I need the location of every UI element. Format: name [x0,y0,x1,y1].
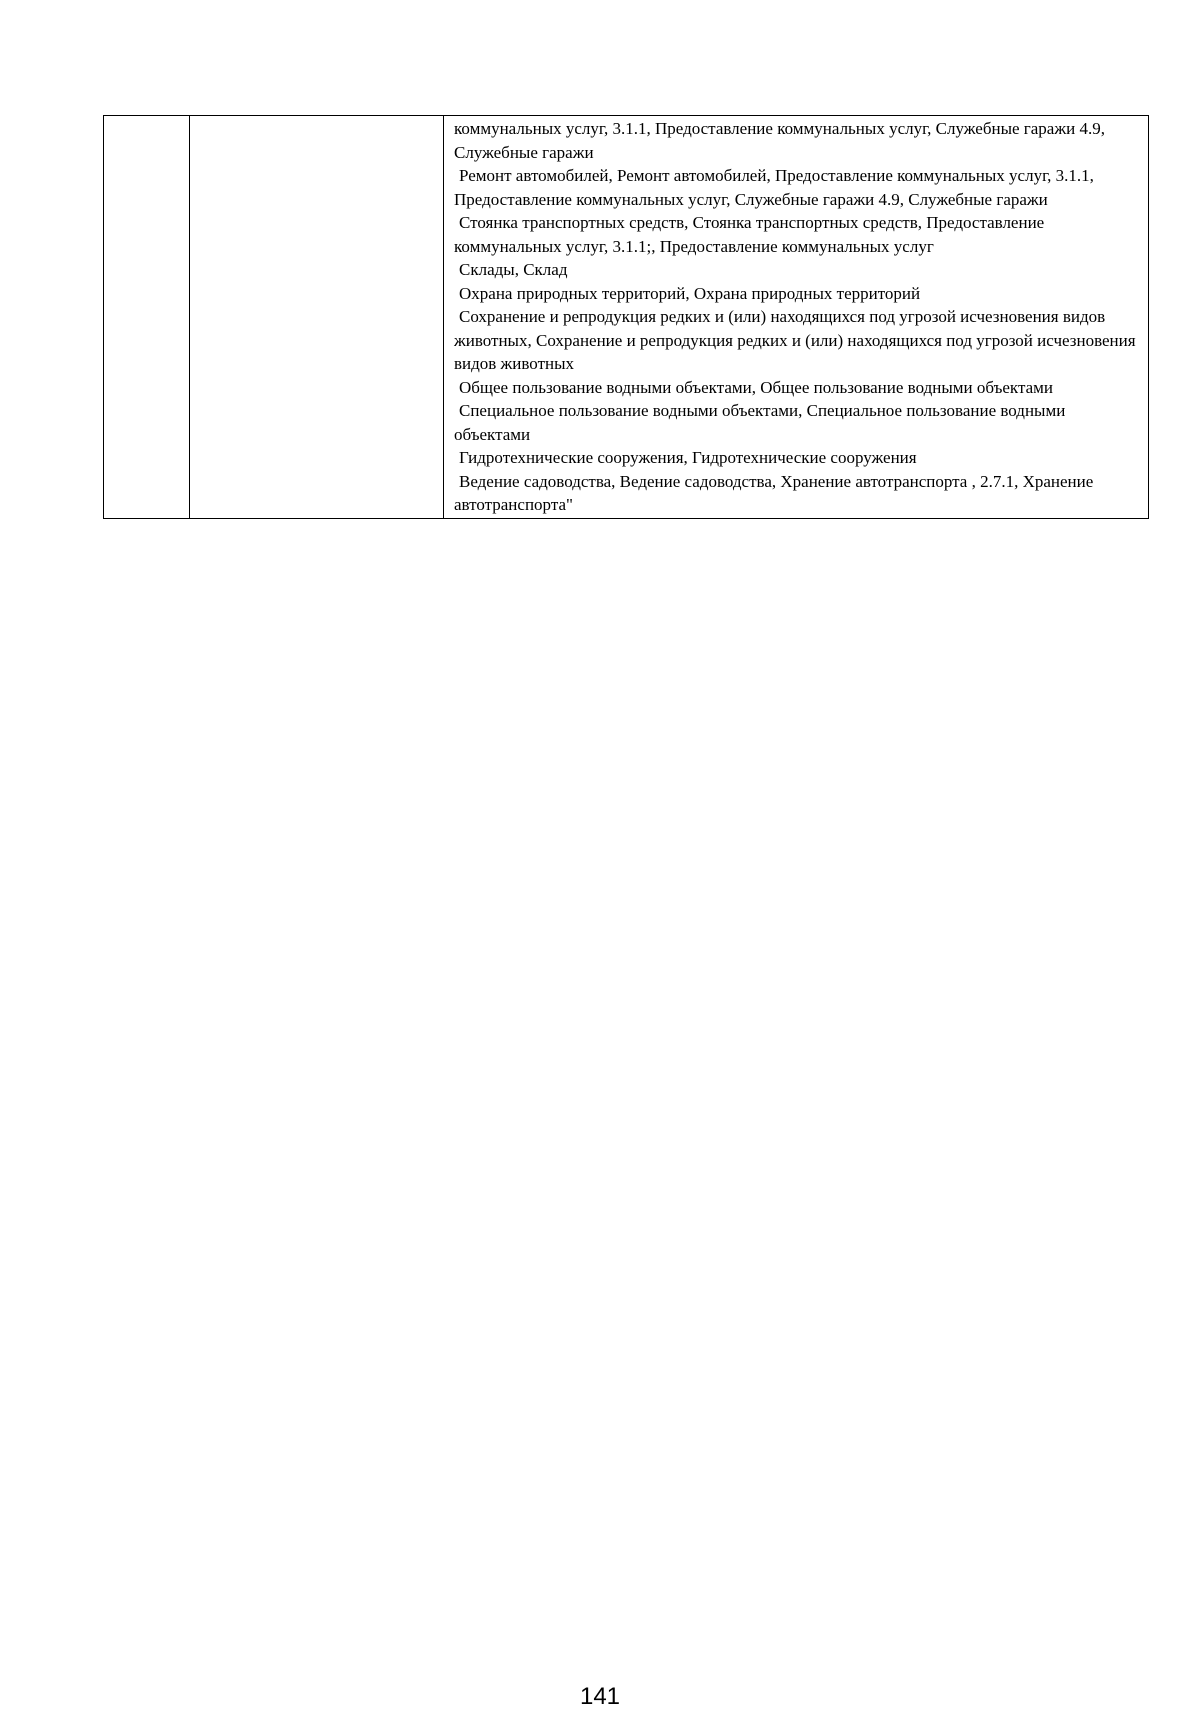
paragraph: Склады, Склад [459,260,568,279]
page-number: 141 [579,1683,621,1710]
paragraph: Ремонт автомобилей, Ремонт автомобилей, Предоставление коммунальных услуг, 3.1.1, Предоставление коммунальных услуг, Служебные гаражи 4.9, Служебные гаражи [454,166,1094,209]
table-cell-col2 [190,116,444,519]
table-row [104,116,1149,519]
paragraph: Ведение садоводства, Ведение садоводства, Хранение автотранспорта , 2.7.1, Хранение автотранспорта" [454,471,1094,514]
paragraph: Гидротехнические сооружения, Гидротехнические сооружения [459,448,917,467]
cell-text-col2 [190,116,443,118]
paragraph: Специальное пользование водными объектами, Специальное пользование водными объектами [454,401,1066,444]
document-table [103,115,1149,519]
table-cell-col3 [444,116,1149,519]
paragraph: коммунальных услуг, 3.1.1, Предоставление коммунальных услуг, Служебные гаражи 4.9, Служебные гаражи [454,119,1105,162]
paragraph: Сохранение и репродукция редких и (или) находящихся под угрозой исчезновения видов животных, Сохранение и репродукция редких и (или) находящихся под угрозой исчезновения видов животных [454,307,1136,373]
paragraph: Общее пользование водными объектами, Общее пользование водными объектами [459,377,1054,397]
paragraph: Охрана природных территорий, Охрана природных территорий [459,283,921,303]
paragraph: Стоянка транспортных средств, Стоянка транспортных средств, Предоставление коммунальных услуг, 3.1.1;, Предоставление коммунальных услуг [454,213,1045,256]
cell-text-col1 [104,116,189,118]
table-cell-col1 [104,116,190,519]
cell-text-col3 [444,116,1148,518]
